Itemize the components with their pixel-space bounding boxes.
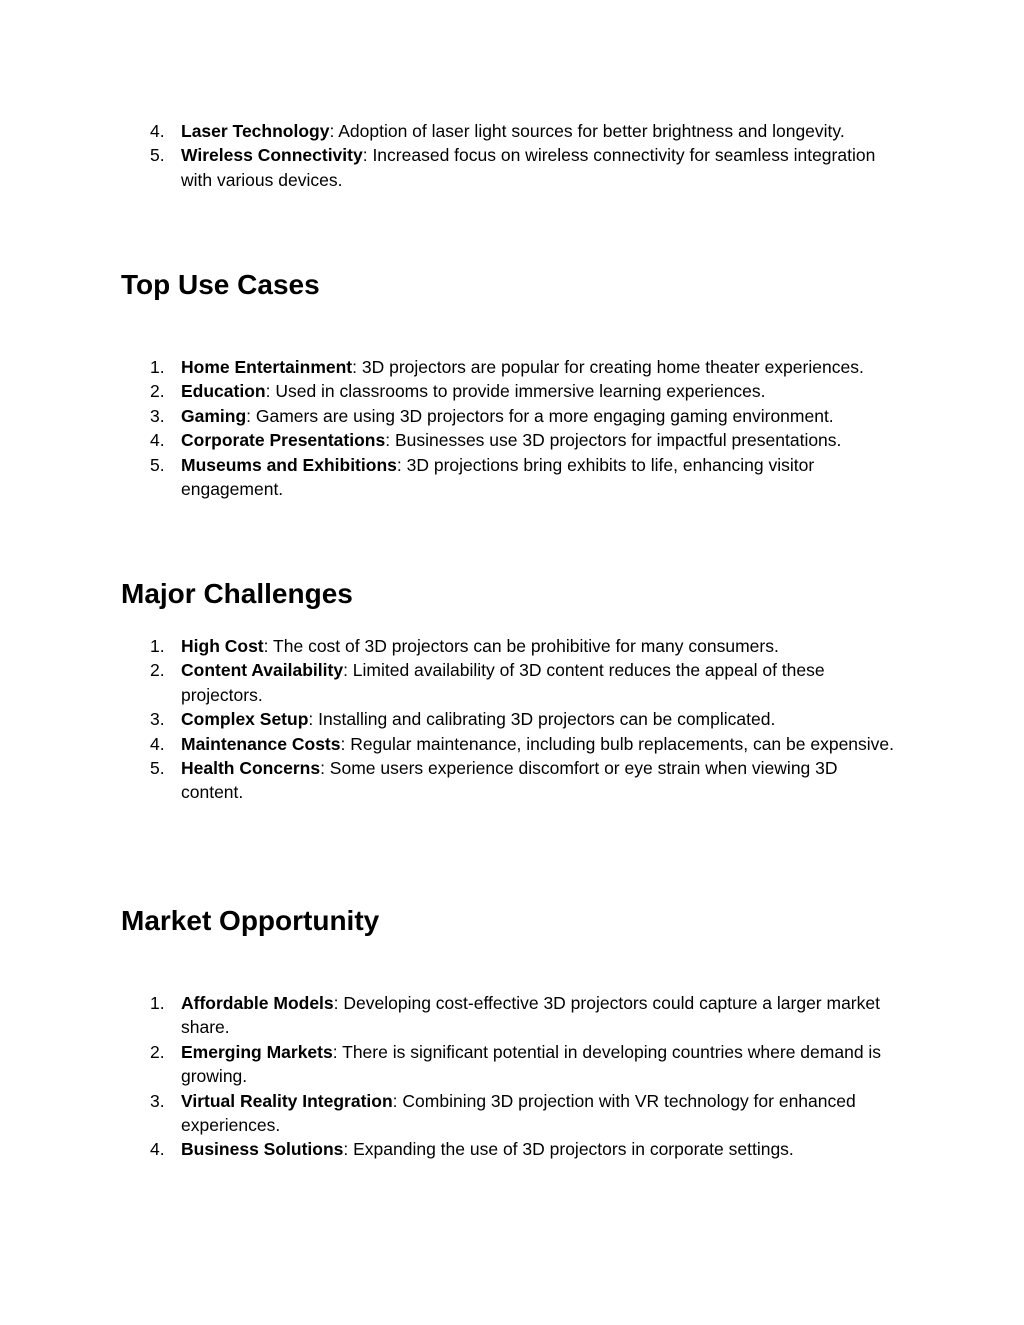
- list-number: 3.: [150, 405, 165, 426]
- list-item: [0, 658, 901, 707]
- list-number: 2.: [150, 381, 165, 402]
- list-text: : Adoption of laser light sources for better brightness and longevity.: [329, 121, 845, 141]
- list-term: Education: [181, 381, 266, 402]
- list-item: [0, 707, 901, 731]
- list-item: [0, 1137, 901, 1161]
- list-text: : Some users experience discomfort or eye strain when viewing 3D content.: [181, 758, 838, 803]
- list-term: Emerging Markets: [181, 1041, 333, 1062]
- trends-list: [0, 119, 1024, 192]
- list-term: Health Concerns: [181, 758, 321, 779]
- list-item: [0, 119, 901, 143]
- list-item: [0, 1040, 901, 1089]
- list-number: 4.: [150, 1139, 165, 1160]
- list-term: Complex Setup: [181, 709, 309, 730]
- list-text: : Developing cost-effective 3D projectors could capture a larger market share.: [181, 993, 880, 1038]
- list-number: 1.: [150, 993, 165, 1013]
- list-item: [0, 355, 901, 379]
- list-text: : Combining 3D projection with VR technology for enhanced experiences.: [181, 1090, 856, 1136]
- list-term: Corporate Presentations: [181, 430, 386, 451]
- list-number: 4.: [150, 430, 165, 451]
- list-number: 5.: [150, 454, 165, 475]
- section-heading-challenges: Major Challenges: [121, 578, 353, 609]
- list-number: 2.: [150, 1041, 165, 1062]
- list-item: [0, 379, 901, 403]
- list-item: [0, 991, 901, 1040]
- list-term: Virtual Reality Integration: [181, 1090, 393, 1111]
- list-term: Museums and Exhibitions: [181, 454, 397, 475]
- list-item: [0, 453, 901, 502]
- list-item: [0, 404, 901, 428]
- list-number: 1.: [150, 636, 165, 656]
- list-text: : Installing and calibrating 3D projectors can be complicated.: [308, 709, 776, 730]
- list-text: : 3D projectors are popular for creating home theater experiences.: [352, 357, 864, 377]
- list-term: Gaming: [181, 405, 247, 426]
- list-item: [0, 143, 901, 192]
- list-term: Affordable Models: [181, 993, 334, 1013]
- list-term: Business Solutions: [181, 1139, 344, 1160]
- list-number: 1.: [150, 357, 165, 377]
- list-number: 5.: [150, 758, 165, 779]
- list-text: : 3D projections bring exhibits to life, enhancing visitor engagement.: [181, 454, 815, 500]
- list-number: 4.: [150, 121, 165, 141]
- list-number: 3.: [150, 1090, 165, 1111]
- list-number: 5.: [150, 145, 165, 166]
- list-text: : There is significant potential in developing countries where demand is growing.: [181, 1041, 882, 1087]
- list-term: Laser Technology: [181, 121, 330, 141]
- list-text: : Regular maintenance, including bulb replacements, can be expensive.: [340, 733, 895, 754]
- list-number: 2.: [150, 660, 165, 681]
- list-term: Maintenance Costs: [181, 733, 341, 754]
- list-text: : Expanding the use of 3D projectors in corporate settings.: [343, 1139, 794, 1160]
- list-term: High Cost: [181, 636, 264, 656]
- list-number: 4.: [150, 733, 165, 754]
- list-item: [0, 1089, 901, 1138]
- section-heading-opportunity: Market Opportunity: [121, 905, 380, 936]
- opportunity-list: [0, 991, 1024, 1162]
- section-heading-use-cases: Top Use Cases: [121, 269, 320, 300]
- list-item: [0, 732, 901, 756]
- list-item: [0, 634, 901, 658]
- use-cases-list: [0, 355, 1024, 501]
- challenges-list: [0, 634, 1024, 805]
- list-term: Content Availability: [181, 660, 344, 681]
- list-term: Wireless Connectivity: [181, 145, 363, 166]
- list-text: : Businesses use 3D projectors for impactful presentations.: [385, 430, 842, 451]
- list-text: : Gamers are using 3D projectors for a more engaging gaming environment.: [246, 405, 834, 426]
- list-term: Home Entertainment: [181, 357, 353, 377]
- list-item: [0, 428, 901, 452]
- list-text: : Used in classrooms to provide immersive learning experiences.: [265, 381, 766, 402]
- list-number: 3.: [150, 709, 165, 730]
- list-item: [0, 756, 901, 805]
- list-text: : Increased focus on wireless connectivity for seamless integration with various devices.: [181, 145, 876, 190]
- list-text: : The cost of 3D projectors can be prohibitive for many consumers.: [263, 636, 779, 656]
- list-text: : Limited availability of 3D content reduces the appeal of these projectors.: [181, 660, 825, 705]
